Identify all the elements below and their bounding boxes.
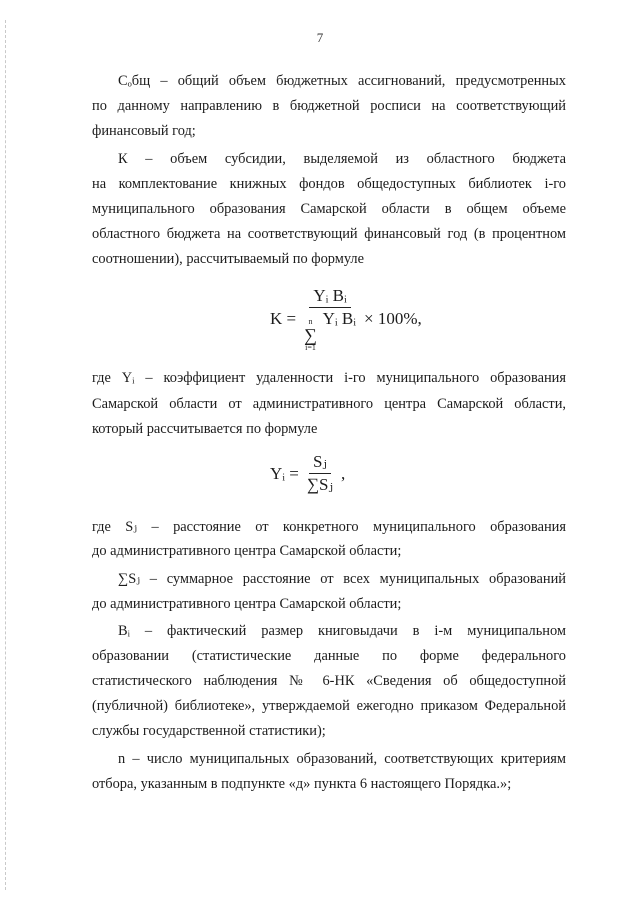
formula-y-tail: , bbox=[340, 463, 346, 483]
formula-k bbox=[270, 286, 422, 352]
formula-k-fraction bbox=[300, 286, 360, 352]
scan-edge-line bbox=[5, 20, 6, 890]
para5-line-1: ∑Sⱼ – суммарное расстояние от всех муниципальных образований bbox=[118, 571, 566, 587]
para1-line-3: финансовый год; bbox=[92, 123, 196, 139]
formula-k-lhs: K = bbox=[270, 309, 297, 328]
para6-line-4: (публичной) библиотеке», утверждаемой ежегодно приказом Федеральной bbox=[92, 698, 566, 714]
para6-line-2: образовании (статистические данные по форме федерального bbox=[92, 648, 566, 664]
para2-line-4: областного бюджета на соответствующий финансовый год (в процентном bbox=[92, 226, 566, 242]
formula-k-denominator bbox=[300, 308, 360, 352]
para4-line-2: до административного центра Самарской области; bbox=[92, 543, 402, 559]
page-number: 7 bbox=[316, 30, 324, 45]
para6-line-1: Bᵢ – фактический размер книговыдачи в i-м муниципальном bbox=[118, 623, 566, 639]
formula-k-sum bbox=[304, 318, 317, 352]
formula-k-rhs: × 100%, bbox=[364, 309, 422, 328]
para4-line-1: где Sⱼ – расстояние от конкретного муниципального образования bbox=[92, 519, 566, 535]
formula-k-sum-symbol: ∑ bbox=[304, 325, 317, 345]
formula-y bbox=[270, 452, 345, 495]
para3-line-2: Самарской области от административного центра Самарской области, bbox=[92, 396, 566, 412]
para6-line-5: службы государственной статистики); bbox=[92, 723, 326, 739]
para6-line-3: статистического наблюдения № 6-НК «Сведения об общедоступной bbox=[92, 673, 566, 689]
para5-line-2: до административного центра Самарской области; bbox=[92, 596, 402, 612]
para2-line-1: К – объем субсидии, выделяемой из областного бюджета bbox=[118, 151, 566, 167]
para1-line-2: по данному направлению в бюджетной росписи на соответствующий bbox=[92, 98, 566, 114]
para3-line-1: где Yᵢ – коэффициент удаленности i-го муниципального образования bbox=[92, 370, 566, 386]
formula-k-denominator-term: Yᵢ Bᵢ bbox=[322, 309, 357, 328]
para7-line-1: n – число муниципальных образований, соответствующих критериям bbox=[118, 751, 566, 767]
para2-line-5: соотношении), рассчитываемый по формуле bbox=[92, 251, 364, 267]
para2-line-2: на комплектование книжных фондов общедоступных библиотек i-го bbox=[92, 176, 566, 192]
para2-line-3: муниципального образования Самарской области в общем объеме bbox=[92, 201, 566, 217]
formula-y-fraction bbox=[303, 452, 337, 495]
formula-y-denominator: ∑Sⱼ bbox=[306, 475, 333, 494]
para3-line-3: который рассчитывается по формуле bbox=[92, 421, 318, 437]
para1-line-1: Сₒбщ – общий объем бюджетных ассигнований, предусмотренных bbox=[118, 73, 566, 89]
formula-k-sum-lower: i=1 bbox=[305, 343, 316, 352]
para7-line-2: отбора, указанным в подпункте «д» пункта 6 настоящего Порядка.»; bbox=[92, 776, 512, 792]
formula-y-numerator: Sⱼ bbox=[309, 452, 331, 474]
formula-k-numerator: Yᵢ Bᵢ bbox=[309, 286, 350, 308]
formula-y-lhs: Yᵢ = bbox=[270, 463, 299, 483]
formula-k-sum-upper: n bbox=[308, 317, 313, 326]
